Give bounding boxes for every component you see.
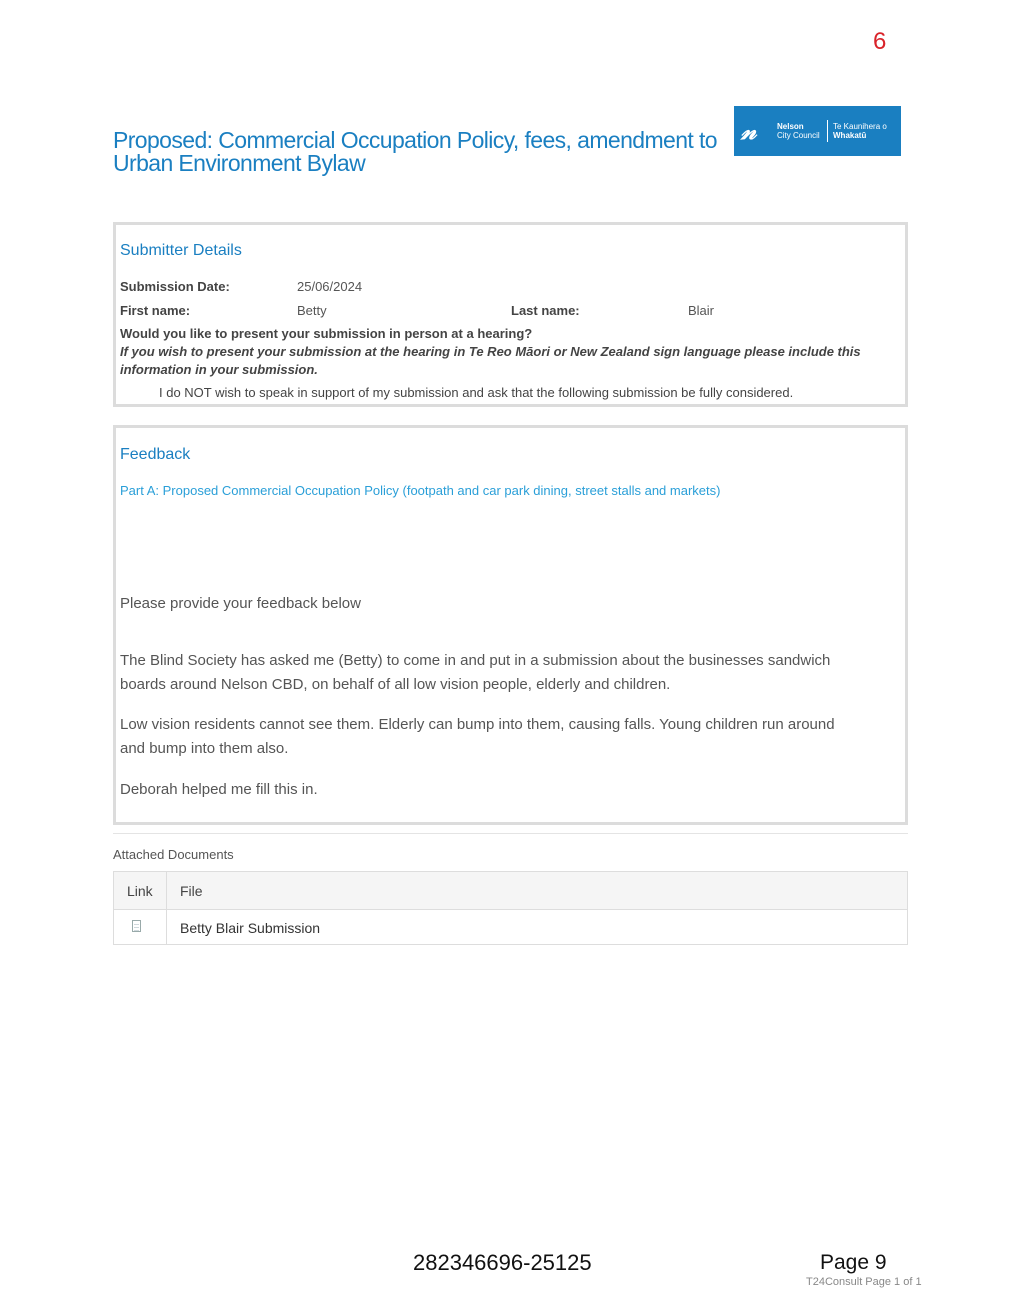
submitter-details-heading: Submitter Details (120, 242, 242, 259)
hearing-note: If you wish to present your submission at the hearing in Te Reo Māori or New Zealand sign language please include this information in your submission. (120, 344, 861, 377)
page-marker: 6 (873, 28, 887, 55)
part-a-heading: Part A: Proposed Commercial Occupation Policy (footpath and car park dining, street stalls and markets) (120, 483, 721, 498)
page-title: Proposed: Commercial Occupation Policy, fees, amendment to Urban Environment Bylaw (113, 127, 717, 176)
first-name-label: First name: (120, 303, 191, 318)
page-number: Page 9 (820, 1251, 887, 1274)
logo-text-maori: Te Kaunihera o Whakatū (833, 122, 887, 140)
page-count: T24Consult Page 1 of 1 (806, 1276, 922, 1288)
logo-text-english: Nelson City Council (777, 122, 820, 140)
table-header (114, 872, 907, 910)
last-name-value: Blair (688, 303, 715, 318)
council-logo (734, 106, 901, 156)
column-header-file: File (180, 883, 203, 899)
hearing-answer: I do NOT wish to speak in support of my submission and ask that the following submission be fully considered. (159, 385, 794, 400)
feedback-paragraph-1: The Blind Society has asked me (Betty) to come in and put in a submission about the businesses sandwich boards around Nelson CBD, on behalf of all low vision people, elderly and children. (120, 652, 831, 693)
last-name-label: Last name: (511, 303, 580, 318)
feedback-heading: Feedback (120, 446, 191, 463)
nelson-logo-icon: 𝓃 (741, 116, 752, 145)
submission-date-label: Submission Date: (120, 279, 230, 294)
feedback-paragraph-3: Deborah helped me fill this in. (120, 781, 318, 798)
column-header-link: Link (127, 883, 153, 899)
submission-date-value: 25/06/2024 (297, 279, 363, 294)
attached-documents-heading: Attached Documents (113, 847, 234, 862)
hearing-question: Would you like to present your submission in person at a hearing? (120, 326, 533, 341)
feedback-paragraph-2: Low vision residents cannot see them. Elderly can bump into them, causing falls. Young children run around and bump into them also. (120, 716, 835, 757)
attachment-file-link[interactable]: Betty Blair Submission (180, 920, 321, 936)
document-icon[interactable] (132, 920, 141, 932)
first-name-value: Betty (297, 303, 327, 318)
divider (113, 833, 908, 834)
document-id: 282346696-25125 (413, 1250, 592, 1275)
feedback-prompt: Please provide your feedback below (120, 595, 361, 612)
